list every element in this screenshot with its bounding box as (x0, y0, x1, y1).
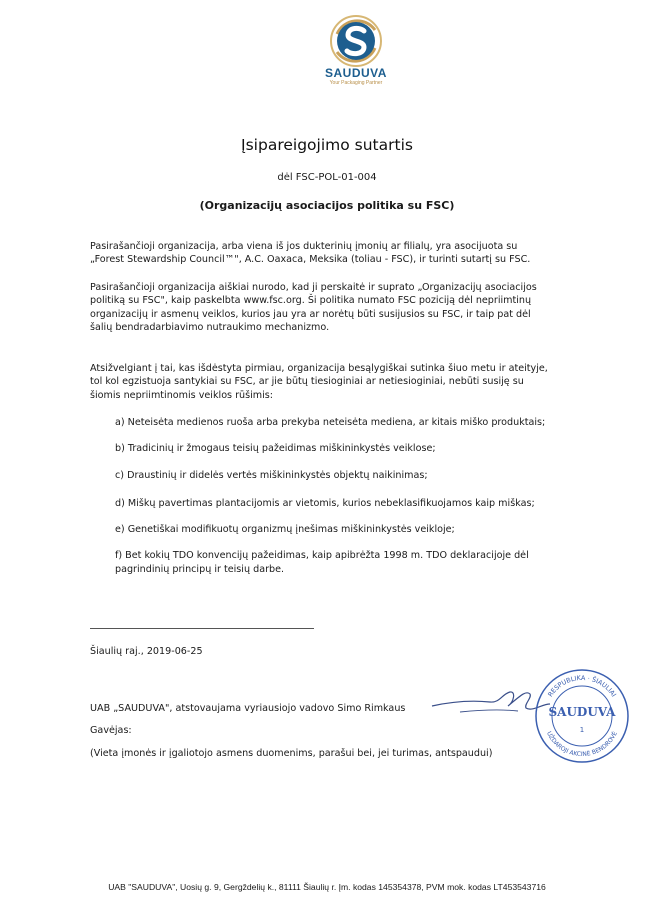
divider-line (90, 628, 314, 629)
list-item: d) Miškų pavertimas plantacijomis ar vietomis, kurios nebeklasifikuojamos kaip miškas; (115, 498, 535, 509)
paragraph-policy: Pasirašančioji organizacija aiškiai nurodo, kad ji perskaitė ir suprato „Organizacijų asociacijos politiką su FSC", kaip paskelbta www.fsc.org. Ši politika numato FSC poziciją dėl nepriimtinų organizacijų ir asmenų veiklos, kurios jau yra ar norėtų būti susijusios su FSC, ir taip pat dėl šalių bendradarbiavimo nutraukimo mechanizmo. (90, 282, 537, 334)
paragraph-association: Pasirašančioji organizacija, arba viena iš jos dukterinių įmonių ar filialų, yra asocijuota su „Forest Stewardship Council™", A.C. Oaxaca, Meksika (toliau - FSC), ir turinti sutartį su FSC. (90, 241, 531, 266)
list-item: f) Bet kokių TDO konvencijų pažeidimas, kaip apibrėžta 1998 m. TDO deklaracijoje dėl pagrindinių principų ir teisių darbe. (115, 550, 529, 575)
stamp-text-top: RESPUBLIKA · ŠIAULIAI (546, 673, 618, 699)
recipient-label: Gavėjas: (90, 725, 132, 736)
footer-company-details: UAB "SAUDUVA", Uosių g. 9, Gergždelių k., 81111 Šiaulių r. Įm. kodas 145354378, PVM mok. kodas LT453543716 (108, 882, 546, 892)
logo-name: SAUDUVA (325, 66, 387, 80)
list-item: e) Genetiškai modifikuotų organizmų įnešimas miškininkystės veikloje; (115, 524, 455, 535)
logo-tagline: Your Packaging Partner (329, 80, 383, 86)
stamp-text-bottom: UŽDAROJI AKCINĖ BENDROVĖ (545, 730, 619, 759)
document-title: Įsipareigojimo sutartis (241, 136, 413, 154)
company-stamp (532, 666, 632, 766)
document-reference: dėl FSC-POL-01-004 (277, 172, 377, 183)
list-item: a) Neteisėta medienos ruoša arba prekyba neteisėta mediena, ar kitais miško produktais; (115, 417, 546, 428)
recipient-note: (Vieta įmonės ir įgaliotojo asmens duomenims, parašui bei, jei turimas, antspaudui) (90, 748, 493, 759)
list-item: b) Tradicinių ir žmogaus teisių pažeidimas miškininkystės veiklose; (115, 443, 436, 454)
signatory-line: UAB „SAUDUVA", atstovaujama vyriausiojo vadovo Simo Rimkaus (90, 703, 406, 714)
company-logo (322, 14, 390, 94)
stamp-name: SAUDUVA (548, 705, 616, 719)
document-subtitle: (Organizacijų asociacijos politika su FSC) (199, 199, 455, 212)
stamp-number: 1 (579, 726, 585, 734)
sauduva-s-logo-icon (329, 14, 383, 68)
paragraph-commitment: Atsižvelgiant į tai, kas išdėstyta pirmiau, organizacija besąlygiškai sutinka šiuo metu ir ateityje, tol kol egzistuoja santykiai su FSC, ar jie būtų tiesioginiai ar netiesioginiai, nebūti susiję su šiomis nepriimtinomis veiklos rūšimis: (90, 363, 548, 401)
place-date: Šiaulių raj., 2019-06-25 (90, 646, 203, 657)
list-item: c) Draustinių ir didelės vertės miškininkystės objektų naikinimas; (115, 470, 428, 481)
